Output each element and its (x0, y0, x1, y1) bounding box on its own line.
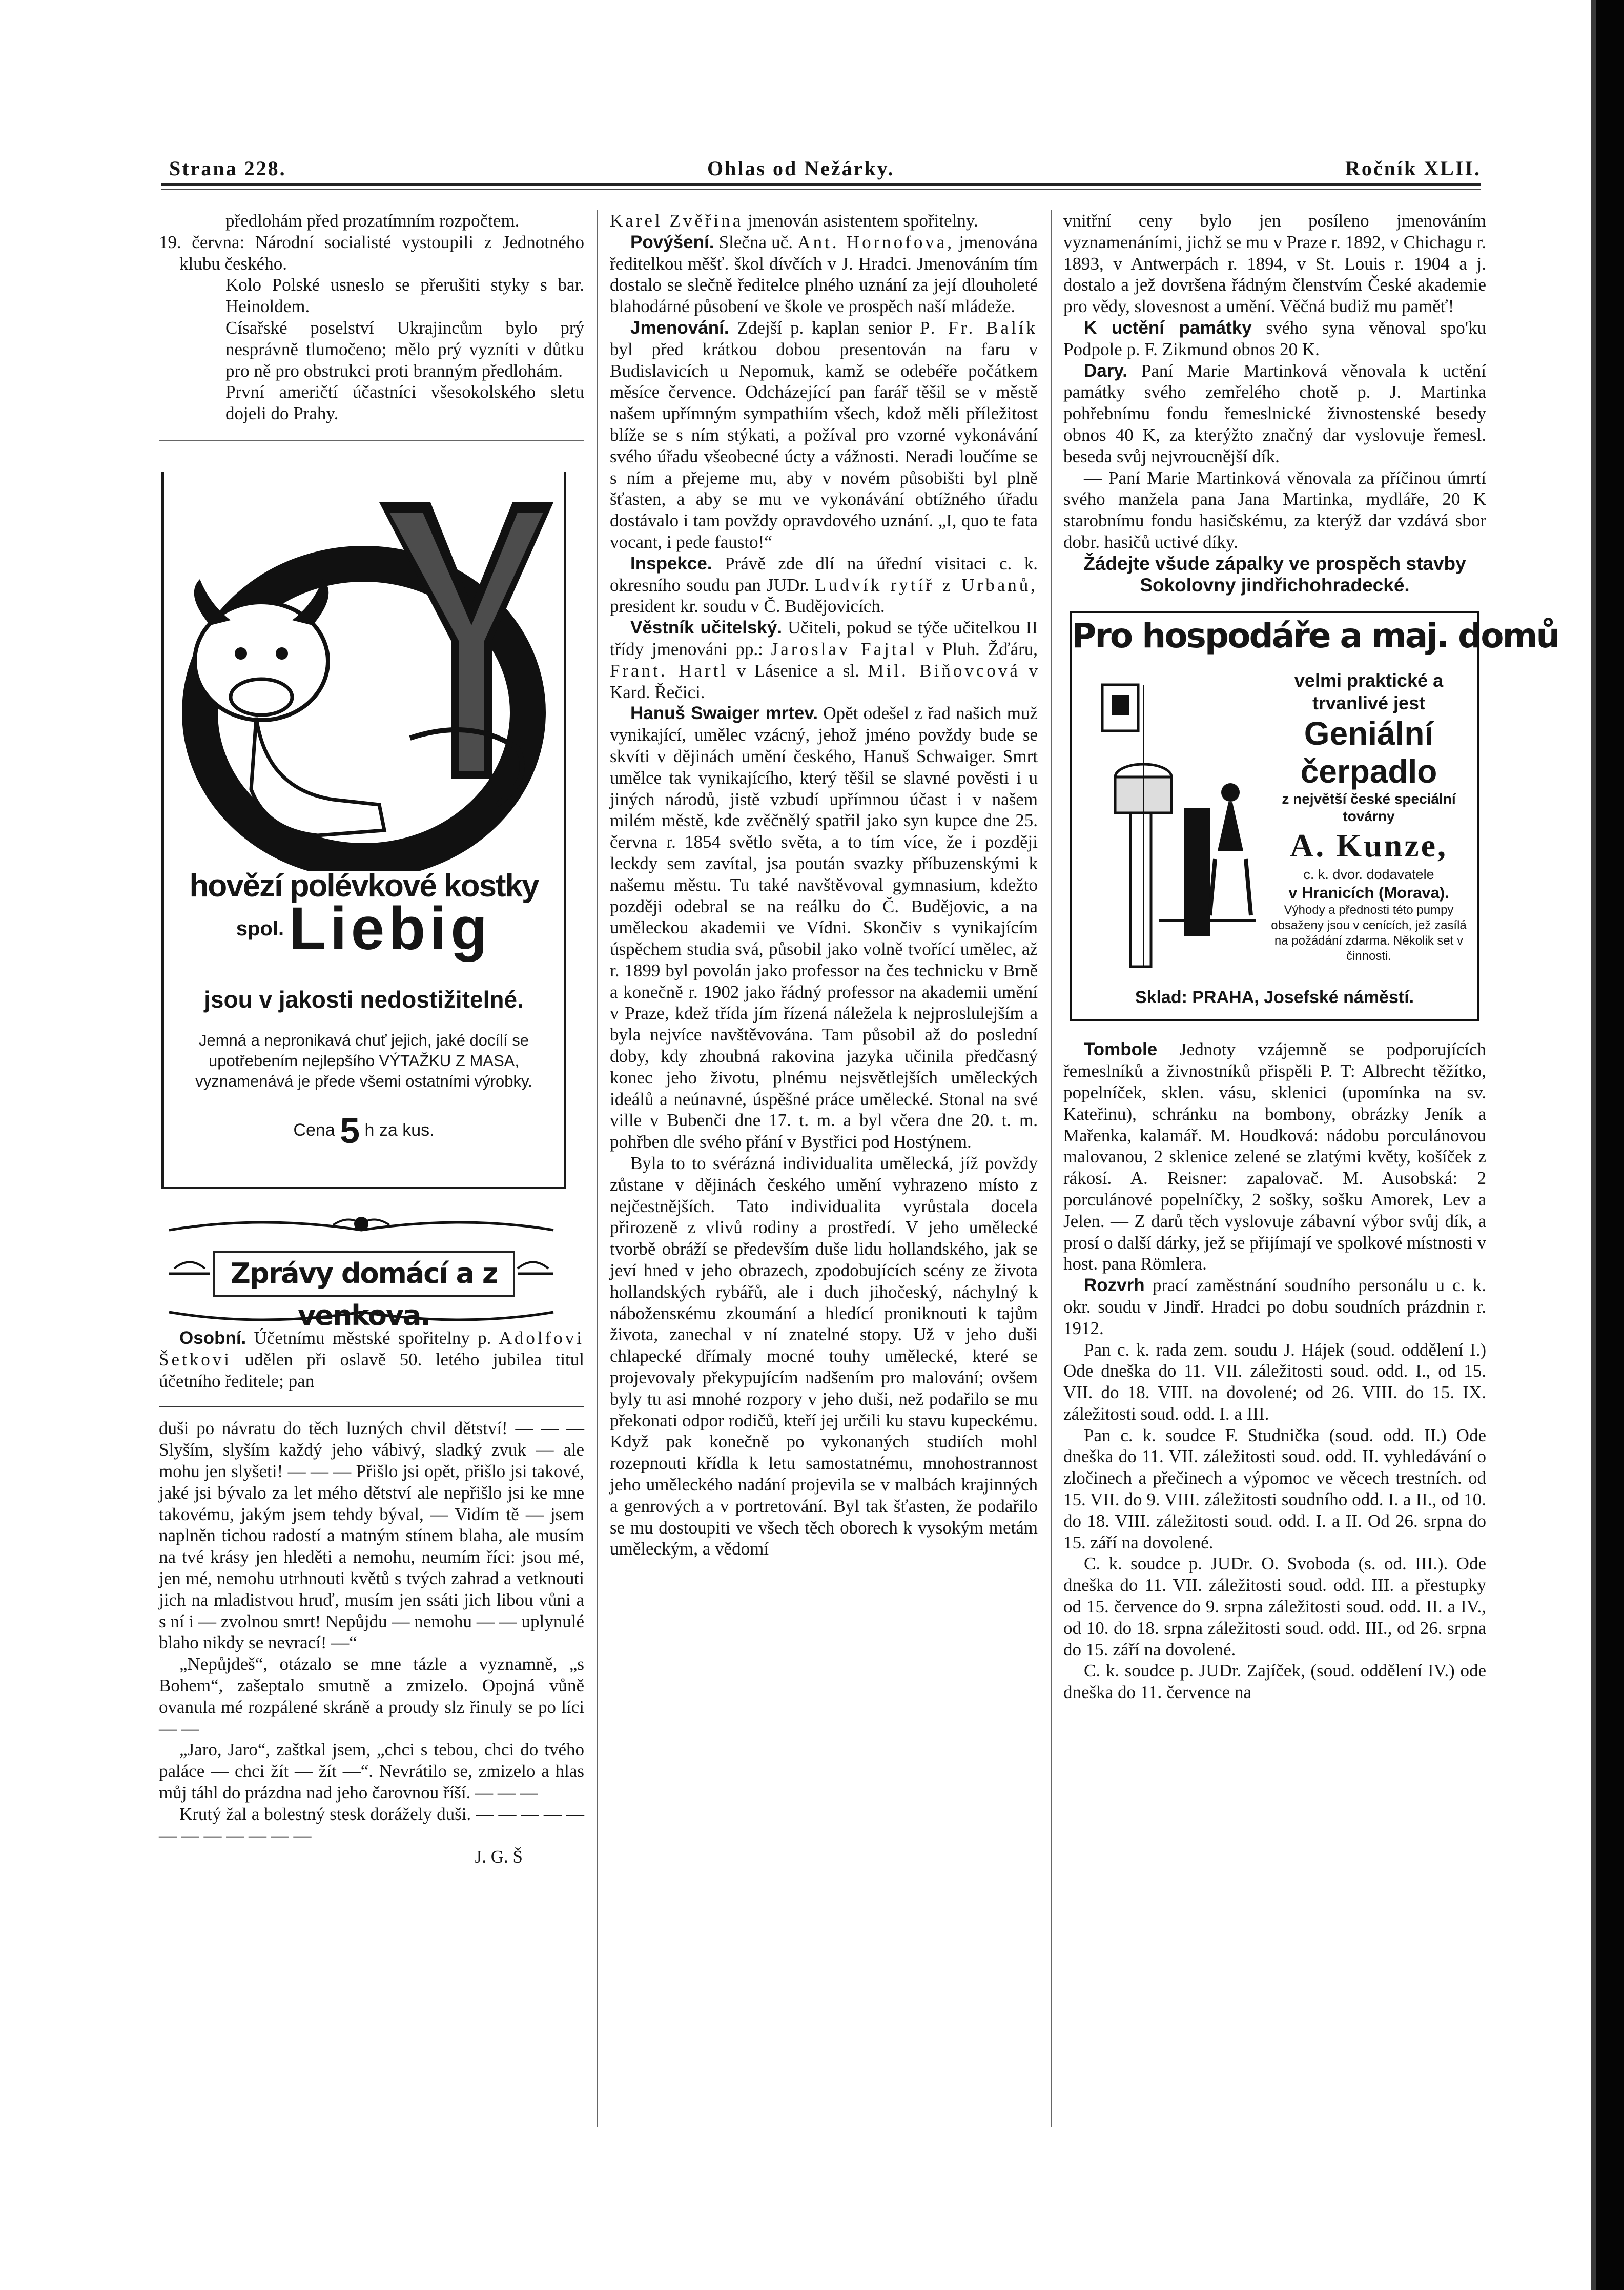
ad-line: c. k. dvor. dodavatele (1303, 867, 1434, 883)
page-number: Strana 228. (169, 157, 286, 180)
paragraph-lead: Jmenování. (630, 317, 729, 338)
volume-number: Ročník XLII. (1345, 157, 1481, 180)
text-span: prací zaměstnání soudního personálu u c. k. okr. soudu v Jindř. Hradci po dobu soudních prázdnin r. 1912. (1063, 1275, 1486, 1338)
person-name: P. Fr. Balík (919, 317, 1038, 338)
text-span: udělen při oslavě 50. letého jubilea titul účetního ředitele; pan (159, 1349, 585, 1391)
ad-spol: spol. (236, 917, 284, 940)
paragraph (610, 553, 1038, 617)
ad-tagline: jsou v jakosti nedostižitelné. (204, 986, 524, 1013)
ad-headline: Pro hospodáře a maj. domů (1072, 616, 1559, 656)
paragraph: Pan c. k. soudce F. Studnička (soud. odd. II.) Ode dneška do 11. VII. záležitosti soud. odd. II. vyhledávání o zločinech a přečinech a výpomoc ve věcech trestních. od 15. VII. do 9. VIII. záležitosti soudního odd. I. a II., od 10. do 18. VIII. záležitosti soud. odd. I. a II. Od 26. srpna do 15. září na dovolené. (1063, 1425, 1486, 1552)
text-span: v Pluh. Žďáru, (925, 639, 1038, 659)
story-paragraph: „Jaro, Jaro“, zaštkal jsem, „chci s tebou, chci do tvého paláce — chci žít — žít —“. Nevrátilo se, zmizelo a hlas můj táhl do prázdna nad jeho čarovnou říší. — — — (159, 1740, 584, 1803)
paragraph-lead: Věstník učitelský. (630, 618, 783, 638)
person-name: Karel Zvěřina (610, 211, 744, 231)
page-header (169, 156, 1481, 187)
text-span: Učiteli, pokud se týče učitelkou II třídy jmenováni pp.: (610, 618, 1038, 659)
ad-line: z největší české speciální továrny (1282, 791, 1456, 825)
paragraph (610, 317, 1038, 553)
paragraph (1063, 360, 1486, 467)
text-span: svého syna věnoval spo'ku Podpole p. F. Zikmund obnos 20 K. (1063, 317, 1487, 359)
text-span: Opět odešel z řad našich muž vynikající, umělec vzácný, jehož jméno povždy bude se skvíti v dějinách umění českého, Hanuš Schwaiger. Smrt umělce tak vynikajícího, který těšil se slavné pověsti i u jiných národů, jistě vzbudí upřímnou účast i v našem milém městě, kde zvěčnělý spatřil jako syn kupce dne 25. června r. 1854 světlo světa, a to tím více, že i později leckdy sem zavítal, jsa poután svazky příbuzenskými k našemu městu. Tu také navštěvoval gymnasium, kdežto později odebral se na reálku do Č. Budějovic, a na uměleckou akademii ve Vídni. Skončiv s vynikajícím úspěchem studia svá, působil jako volně tvořící umělec, až r. 1899 byl povolán jako professor na čes technicku v Brně a konečně r. 1902 jako řádný professor na akademii umění v Praze, kdež třída jím řízená náležela k nejproslulejším a byla nejvíce navštěvována. Tam působil až do poslední doby, kdy zhoubná rakovina jazyka učinila předčasný konec jeho životu, plnému nejsvětlejších uměleckých ideálů a neúnavné, úspěšné práce umělecké. Stonal na své ville v Bubenči dne 17. t. m. a byl včera dne 20. t. m. pohřben dle svého přání v Bystřici pod Hostýnem. (610, 703, 1038, 1152)
ad-price-unit: h za kus. (364, 1120, 435, 1140)
header-rule (161, 183, 1481, 186)
header-rule-thin (161, 189, 1481, 190)
text-span: v Lásenice a sl. (736, 660, 859, 681)
ad-text-block (1266, 669, 1471, 964)
story-paragraph: Krutý žal a bolestný stesk dorážely duši. — — — — — — — — — — — — (159, 1804, 584, 1846)
paragraph-lead: Povýšení. (630, 232, 714, 252)
text-span: president kr. soudu v Č. Budějovicích. (610, 596, 885, 617)
text-span: byl před krátkou dobou presentován na faru v Budislavicích u Nepomuk, kamž se odebéře počátkem měsíce července. Odcházející pan farář těšil se v městě našem upřímným sympathiím všech, kdož měli příležitost blíže se s ním stýkati, a požíval pro vzorné vykonávání svého úřadu všeobecné úcty a vážnosti. Neradi loučíme se s ním a přejeme mu, aby v novém působišti byl plně šťasten, a aby se mu ve vykonávání obtížného úřadu dostávalo i tam povždy opravdového uznání. „I, quo te fata vocant, i pede fausto!“ (610, 339, 1038, 552)
column-divider (597, 210, 598, 2127)
story-paragraph: duši po návratu do těch luzných chvil dětství! — — — Slyším, slyším každý jeho vábivý, sladký zvuk — ale mohu jen slyšeti! — — — Přišlo jsi opět, přišlo jsi takové, jaké jsi bývalo za let mého dětství ale nepřišlo jsi ke mne takovému, jakým jsem tehdy býval, — Vidím tě — jsem naplněn tichou radostí a matným stínem blaha, ale musím na tvé krásy jen hleděti a nemohu, neumím říci: jsou mé, jen mé, nemohu utrhnouti květů s tvých zahrad a vetknouti jich na mladistvou hruď, musím jen ssáti jich libou vůni a s ní i — zvolnou smrt! Nepůjdu — nemohu — — uplynulé blaho nikdy se nevrací! —“ (159, 1418, 584, 1653)
text-span: Zdejší p. kaplan senior (737, 317, 912, 338)
paragraph: C. k. soudce p. JUDr. O. Svoboda (s. od. III.). Ode dneška do 11. VII. záležitosti soud. odd. III. a přestupky od 15. července do 9. srpna záležitosti soud. odd. II. a IV., od 10. do 18. srpna záležitosti soud. odd. III., od 26. srpna do 15. září na dovolené. (1063, 1553, 1486, 1660)
paragraph-lead: K uctění památky (1084, 317, 1252, 338)
paragraph: 19. června: Národní socialisté vystoupili z Jednotného klubu českého. (159, 232, 584, 274)
paragraph-lead: Rozvrh (1084, 1275, 1145, 1296)
person-name: Mil. Biňovcová (868, 660, 1020, 681)
paragraph (610, 703, 1038, 1153)
paragraph: — Paní Marie Martinková věnovala za příčinou úmrtí svého manžela pana Jana Martinka, mydláře, 20 K starobnímu fondu hasičskému, za kterýž dar vzdává sbor dobr. hasičů uctivé díky. (1063, 467, 1486, 552)
paragraph-lead: Hanuš Swaiger mrtev. (630, 703, 818, 724)
ad-body: Jemná a nepronikavá chuť jejich, jaké docílí se upotřebením nejlepšího VÝTAŽKU Z MASA, vyznamenává je přede všemi ostatními výrobky. (195, 1031, 532, 1090)
section-banner (159, 1210, 564, 1332)
text-span: Právě zde dlí na úřední visitaci c. k. okresního soudu pan JUDr. (610, 553, 1038, 595)
paragraph-lead: Dary. (1084, 360, 1127, 381)
paragraph: předlohám před prozatímním rozpočtem. (225, 211, 520, 231)
liebig-advertisement (161, 472, 566, 1189)
divider (159, 1406, 584, 1407)
paragraph: První američtí účastníci všesokolského sletu dojeli do Prahy. (225, 382, 584, 424)
ad-footer: Sklad: PRAHA, Josefské náměstí. (1135, 988, 1414, 1008)
person-name: Frant. Hartl (610, 660, 729, 681)
story-paragraph: „Nepůjdeš“, otázalo se mne tázle a vyznamně, „s Bohem“, zašeptalo smutně a zmizelo. Opojná vůně ovanula mé rozpálené skráně a proudy slz řinuly se po líci — — (159, 1654, 584, 1739)
ad-location: v Hranicích (Morava). (1288, 884, 1449, 902)
paragraph (159, 1327, 584, 1392)
paragraph (1063, 317, 1486, 360)
pump-advertisement (1070, 611, 1559, 1021)
section-title: Zprávy domácí a z venkova. (213, 1251, 515, 1297)
person-name: Ant. Hornofova, (797, 232, 955, 252)
person-name: Adolfovi Šetkovi (159, 1327, 584, 1369)
paragraph (610, 232, 1038, 317)
column-2 (610, 210, 1038, 1560)
paragraph (1063, 1039, 1486, 1275)
paragraph: Kolo Polské usneslo se přerušiti styky s bar. Heinoldem. (225, 275, 584, 317)
paragraph: Císařské poselství Ukrajincům bylo prý nesprávně tlumočeno; mělo prý vyzníti v důtku pro ně pro obstrukci proti branným předlohám. (225, 317, 584, 381)
pump-illustration (1082, 674, 1266, 972)
paragraph: C. k. soudce p. JUDr. Zajíček, (soud. oddělení IV.) ode dneška do 11. července na (1063, 1661, 1486, 1703)
ad-company: A. Kunze, (1290, 827, 1448, 864)
author-signature: J. G. Š (475, 1847, 523, 1867)
scan-border (1596, 0, 1624, 2290)
column-1 (159, 210, 584, 1868)
ad-brand-line (164, 894, 564, 963)
paragraph: vnitřní ceny bylo jen posíleno jmenováním vyznamenáními, jichž se mu v Praze r. 1892, v Chichagu r. 1893, v Antwerpách r. 1894, v St. Louis r. 1904 a j. dostalo a jež dovršena řádným členstvím České akademie pro vědy, slovesnost a umění. Věčná budiž mu paměť! (1063, 211, 1486, 317)
paragraph: Pan c. k. rada zem. soudu J. Hájek (soud. oddělení I.) Ode dneška do 11. VII. záležitosti soud. odd. I., od 15. VII. do 18. VIII. na dovolené; od 26. VIII. do 15. IX. záležitosti soud. odd. I. a III. (1063, 1339, 1486, 1424)
scan-edge (1591, 0, 1596, 2290)
text-span: Slečna uč. (718, 232, 793, 252)
ad-brand: Liebig (289, 894, 492, 963)
ad-product-name: Geniální čerpadlo (1300, 715, 1437, 790)
paragraph-lead: Inspekce. (630, 553, 712, 574)
ox-logo-illustration (164, 472, 564, 871)
ad-price-label: Cena (293, 1120, 335, 1140)
ad-line: velmi praktické a trvanlivé jest (1294, 670, 1444, 714)
ad-line: Výhody a přednosti této pumpy obsaženy jsou v cenících, jež zasílá na požádání zdarma. Několik set v činnosti. (1271, 903, 1467, 964)
paragraph-lead: Osobní. (179, 1327, 246, 1348)
ad-price (164, 1111, 564, 1151)
text-span: Účetnímu městské spořitelny p. (254, 1327, 491, 1348)
text-span: v Kard. Řečici. (610, 660, 1038, 702)
newspaper-title: Ohlas od Nežárky. (707, 157, 895, 180)
person-name: Jaroslav Fajtal (771, 639, 917, 659)
paragraph (610, 210, 1038, 232)
ad-price-number: 5 (340, 1111, 360, 1151)
person-name: Ludvík rytíř z Urbanů, (815, 575, 1038, 595)
text-span: Paní Marie Martinková věnovala k uctění památky svého zemřelého chotě p. J. Martinka pohřebnímu fondu řemeslnické živnostenské besedy obnos 40 K, za kterýžto značný dar vyslovuje řemesl. beseda svůj nejvroucnější dík. (1063, 360, 1487, 466)
paragraph-lead: Tombole (1084, 1039, 1158, 1060)
paragraph: Byla to to svérázná individualita umělecká, jíž povždy zůstane v dějinách českého umění vyhrazeno místo z nejčestnějších. Tato individualita vyrůstala docela přirozeně z vlivů rodiny a prostředí. V jeho umělecké tvorbě obráží se především duše lidu hollandského, jak se jeví hned v jeho obrazech, zpodobujících scény ze života hollandských rybářů, ale i duch jihočeský, náchylný k nábožensкému zkoumání a hledící proniknouti k tajům života, zanechal v ní znatelné stopy. Už v jeho duši chlapecké dřímaly mocné touhy umělecké, které se projevovaly překypujícím nadšením pro malování; ovšem byly tu asi mnohé rozpory v jeho duši, než podařilo se mu překonati odpor rodičů, kteří jej určili ku stavu kupeckému. Když pak konečně po vykonaných studiích mohl rozepnouti křídla k letu samostatnému, mnohostrannost jeho uměleckého nadání projevila se v malbách krajinných a genrových a v portretování. Byl tak šťasten, že podařilo se mu dostoupiti ve všech těch oborech k vysokým metám uměleckým, a vědomí (610, 1153, 1038, 1559)
notice: Žádejte všude zápalky ve prospěch stavby Sokolovny jindřichohradecké. (1083, 553, 1466, 596)
text-span: Jednoty vzájemně se podporujících řemeslníků a živnostníků přispěli P. T: Albrecht těžítko, popelníček, sklen. vásu, sklenici (upomínka na sv. Kateřinu), schránku na bombony, obrázky Jeník a Mařenka, kalamář. M. Houdková: nádobu porculánovou malovanou, 2 sklenice zelené se zlatými květy, košíček z rákosí. A. Reisner: zapalovač. M. Ausobská: 2 porculánové popelníčky, 2 sošky, sošku Amorek, Lev a Jelen. — Z darů těch vyslovuje zábavní výbor svůj dík, a prosí o další dárky, jež se přijímají ve spolkové místnosti v host. pana Römlera. (1063, 1039, 1486, 1274)
text-span: jmenován asistentem spořitelny. (748, 211, 978, 231)
column-divider (1051, 210, 1052, 2127)
paragraph (610, 617, 1038, 703)
text-span: jmenována ředitelkou měšť. škol dívčích v J. Hradci. Jmenováním tím dostalo se slečně ředitelce plného uznání za její dlouholeté blahodárné působení ve škole ve prospěch naší mládeže. (610, 232, 1038, 317)
paragraph (1063, 1275, 1486, 1339)
ad-headline: hovězí polévkové kostky (189, 868, 539, 904)
column-3 (1063, 210, 1559, 1703)
